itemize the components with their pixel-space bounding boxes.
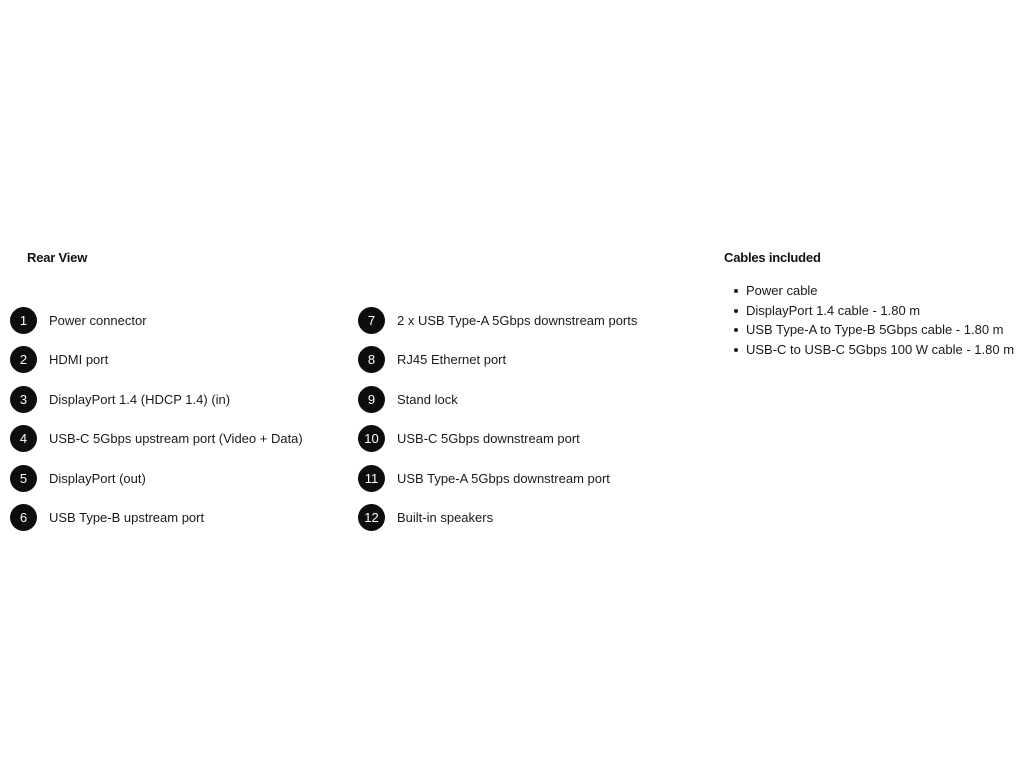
number-badge: 10 <box>358 425 385 452</box>
port-label: USB Type-A 5Gbps downstream port <box>397 470 610 486</box>
port-item-2 <box>10 346 108 374</box>
cables-included-heading: Cables included <box>724 250 821 265</box>
port-item-1 <box>10 306 147 334</box>
number-badge: 3 <box>10 386 37 413</box>
number-badge: 1 <box>10 307 37 334</box>
port-item-10 <box>358 425 580 453</box>
port-item-8 <box>358 346 506 374</box>
port-label: RJ45 Ethernet port <box>397 352 507 367</box>
port-label: Built-in speakers <box>397 510 494 525</box>
port-item-11 <box>358 464 610 492</box>
cable-item: DisplayPort 1.4 cable - 1.80 m <box>732 301 1014 321</box>
port-item-5 <box>10 464 146 492</box>
port-item-6 <box>10 504 204 532</box>
number-badge: 4 <box>10 425 37 452</box>
port-label: Power connector <box>49 312 147 328</box>
port-label: Stand lock <box>397 391 458 407</box>
port-label: 2 x USB Type-A 5Gbps downstream ports <box>397 312 638 328</box>
port-label: HDMI port <box>49 352 109 367</box>
number-badge: 11 <box>358 465 385 492</box>
port-label: USB-C 5Gbps upstream port (Video + Data) <box>49 431 303 446</box>
number-badge: 8 <box>358 346 385 373</box>
port-label: USB-C 5Gbps downstream port <box>397 431 580 446</box>
number-badge: 9 <box>358 386 385 413</box>
cable-item: USB Type-A to Type-B 5Gbps cable - 1.80 m <box>732 320 1014 340</box>
cables-list <box>732 281 1014 360</box>
port-label: DisplayPort 1.4 (HDCP 1.4) (in) <box>49 391 231 407</box>
cable-item: USB-C to USB-C 5Gbps 100 W cable - 1.80 m <box>732 340 1014 360</box>
number-badge: 7 <box>358 307 385 334</box>
number-badge: 2 <box>10 346 37 373</box>
number-badge: 12 <box>358 504 385 531</box>
number-badge: 6 <box>10 504 37 531</box>
port-label: DisplayPort (out) <box>49 470 146 486</box>
port-item-4 <box>10 425 303 453</box>
port-item-7 <box>358 306 637 334</box>
cable-item: Power cable <box>732 281 1014 301</box>
port-label: USB Type-B upstream port <box>49 510 205 525</box>
number-badge: 5 <box>10 465 37 492</box>
port-item-12 <box>358 504 493 532</box>
port-item-3 <box>10 385 230 413</box>
port-item-9 <box>358 385 458 413</box>
rear-view-heading: Rear View <box>27 250 88 265</box>
